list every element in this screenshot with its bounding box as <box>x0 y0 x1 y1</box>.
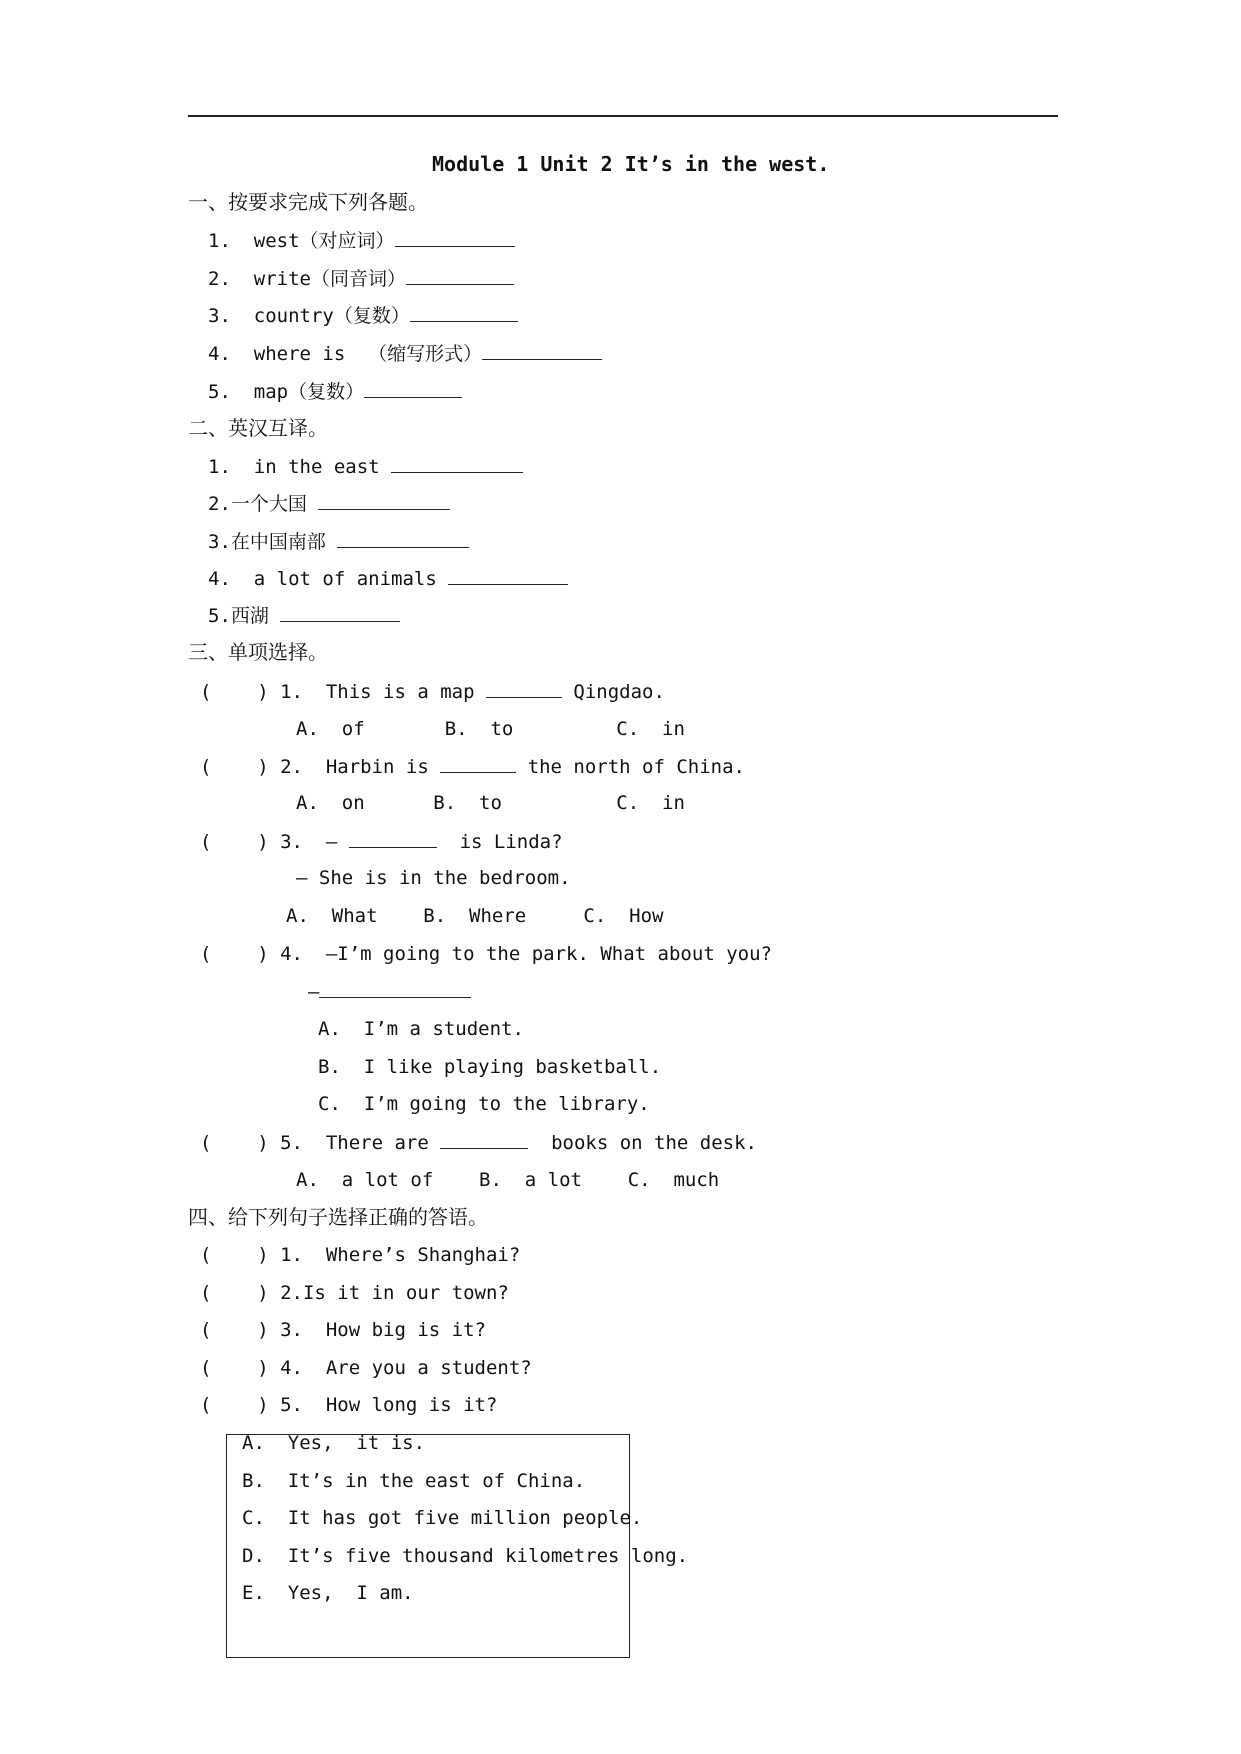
answer-blank[interactable] <box>440 752 516 773</box>
answer-option-b: B. It’s in the east of China. <box>242 1470 586 1492</box>
s2-item-3: 3.在中国南部 <box>208 527 469 556</box>
s3-q4-option-c: C. I’m going to the library. <box>318 1093 650 1115</box>
s3-q1-options: A. of B. to C. in <box>296 718 685 740</box>
s3-question-4: ( ) 4. —I’m going to the park. What about you? <box>200 943 772 965</box>
answer-blank[interactable] <box>337 527 469 548</box>
answer-blank[interactable] <box>319 977 471 998</box>
s1-item-2: 2. write（同音词） <box>208 264 514 293</box>
s3-q4-option-a: A. I’m a student. <box>318 1018 524 1040</box>
s4-question-4: ( ) 4. Are you a student? <box>200 1357 532 1379</box>
header-rule <box>188 115 1058 117</box>
s4-question-5: ( ) 5. How long is it? <box>200 1394 498 1416</box>
s1-item-3: 3. country（复数） <box>208 301 518 330</box>
answer-blank[interactable] <box>349 827 437 848</box>
answer-option-a: A. Yes, it is. <box>242 1432 426 1454</box>
s2-item-2: 2.一个大国 <box>208 489 450 518</box>
s2-item-4: 4. a lot of animals <box>208 564 568 593</box>
answer-option-c: C. It has got five million people. <box>242 1507 643 1529</box>
s2-item-5: 5.西湖 <box>208 601 400 630</box>
s2-item-1: 1. in the east <box>208 452 523 481</box>
s3-q3-answer: — She is in the bedroom. <box>296 867 571 889</box>
s3-question-1: ( ) 1. This is a map Qingdao. <box>200 677 665 706</box>
answer-blank[interactable] <box>280 601 400 622</box>
s3-question-3: ( ) 3. — is Linda? <box>200 827 563 856</box>
answer-blank[interactable] <box>318 489 450 510</box>
s3-question-2: ( ) 2. Harbin is the north of China. <box>200 752 745 781</box>
section-4-heading: 四、给下列句子选择正确的答语。 <box>188 1205 488 1229</box>
answer-blank[interactable] <box>410 301 518 322</box>
s1-item-1: 1. west（对应词） <box>208 226 515 255</box>
s4-question-2: ( ) 2.Is it in our town? <box>200 1282 509 1304</box>
s3-q5-options: A. a lot of B. a lot C. much <box>296 1169 720 1191</box>
s1-item-5: 5. map（复数） <box>208 377 462 406</box>
s3-q4-option-b: B. I like playing basketball. <box>318 1056 662 1078</box>
section-3-heading: 三、单项选择。 <box>188 640 328 664</box>
answer-blank[interactable] <box>364 377 462 398</box>
answer-blank[interactable] <box>395 226 515 247</box>
answer-option-d: D. It’s five thousand kilometres long. <box>242 1545 689 1567</box>
s3-question-5: ( ) 5. There are books on the desk. <box>200 1128 757 1157</box>
s3-q2-options: A. on B. to C. in <box>296 792 685 814</box>
answer-blank[interactable] <box>448 564 568 585</box>
section-1-heading: 一、按要求完成下列各题。 <box>188 190 428 214</box>
answer-blank[interactable] <box>486 677 562 698</box>
s4-question-1: ( ) 1. Where’s Shanghai? <box>200 1244 521 1266</box>
answer-blank[interactable] <box>391 452 523 473</box>
answer-blank[interactable] <box>406 264 514 285</box>
page-title: Module 1 Unit 2 It’s in the west. <box>432 152 830 176</box>
s1-item-4: 4. where is （缩写形式） <box>208 339 602 368</box>
s3-q4-response: — <box>308 977 471 1006</box>
section-2-heading: 二、英汉互译。 <box>188 416 328 440</box>
s4-question-3: ( ) 3. How big is it? <box>200 1319 486 1341</box>
answer-blank[interactable] <box>482 339 602 360</box>
s3-q3-options: A. What B. Where C. How <box>286 905 664 927</box>
answer-option-e: E. Yes, I am. <box>242 1582 414 1604</box>
answer-blank[interactable] <box>440 1128 528 1149</box>
